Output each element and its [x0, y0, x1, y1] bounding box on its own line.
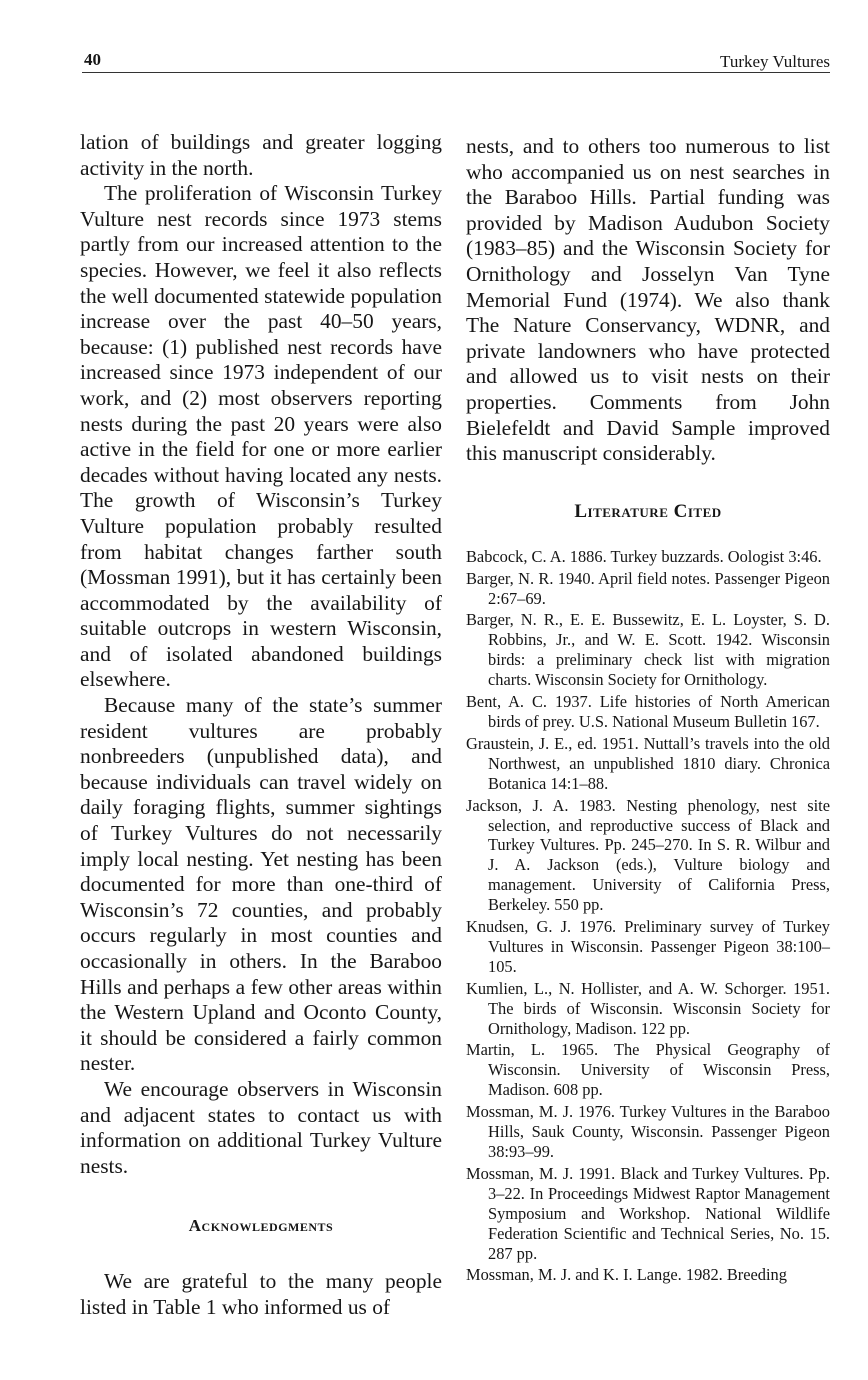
- left-column: [80, 130, 442, 1320]
- acknowledgments-heading: Acknowledgments: [188, 1216, 334, 1236]
- reference-item: Barger, N. R. 1940. April field notes. Passenger Pigeon 2:67–69.: [466, 568, 830, 608]
- running-title: Turkey Vultures: [720, 52, 830, 71]
- reference-item: Mossman, M. J. 1976. Turkey Vultures in the Baraboo Hills, Sauk County, Wisconsin. Passenger Pigeon 38:93–99.: [466, 1102, 830, 1161]
- reference-item: Martin, L. 1965. The Physical Geography of Wisconsin. University of Wisconsin Press, Madison. 608 pp.: [466, 1040, 830, 1100]
- reference-list: [466, 547, 830, 1286]
- reference-item: Graustein, J. E., ed. 1951. Nuttall’s travels into the old Northwest, an unpublished 1810 diary. Chronica Botanica 14:1–88.: [466, 733, 830, 793]
- reference-item: Jackson, J. A. 1983. Nesting phenology, nest site selection, and reproductive success of Black and Turkey Vultures. Pp. 245–270. In S. R. Wilbur and J. A. Jackson (eds.), Vulture biology and management. University of California Press, Berkeley. 550 pp.: [466, 795, 830, 915]
- literature-cited-heading: Literature Cited: [574, 500, 722, 522]
- body-paragraph: Because many of the state’s summer resident vultures are probably nonbreeders (unpublished data), and because individuals can travel widely on daily foraging flights, summer sightings of Turkey Vultures do not necessarily imply local nesting. Yet nesting has been documented for more than one-third of Wisconsin’s 72 counties, and probably occurs regularly in most counties and occasionally in others. In the Baraboo Hills and perhaps a few other areas within the Western Upland and Oconto County, it should be considered a fairly common nester.: [80, 693, 442, 1076]
- body-paragraph: The proliferation of Wisconsin Turkey Vulture nest records since 1973 stems partly from our increased attention to the species. However, we feel it also reflects the well documented statewide population increase over the past 40–50 years, because: (1) published nest records have increased since 1973 independent of our work, and (2) most observers reporting nests during the past 20 years were also active in the field for one or more earlier decades without having located any nests. The growth of Wisconsin’s Turkey Vulture population probably resulted from habitat changes farther south (Mossman 1991), but it has certainly been accommodated by the availability of suitable outcrops in western Wisconsin, and of isolated abandoned buildings elsewhere.: [80, 181, 442, 692]
- page-header: [82, 50, 830, 73]
- reference-item: Mossman, M. J. and K. I. Lange. 1982. Breeding: [466, 1265, 787, 1285]
- acknowledgments-continuation: nests, and to others too numerous to list who accompanied us on nest searches in the Baraboo Hills. Partial funding was provided by Madison Audubon Society (1983–85) and the Wisconsin Society for Ornithology and Josselyn Van Tyne Memorial Fund (1974). We also thank The Nature Conservancy, WDNR, and private landowners who have protected and allowed us to visit nests on their properties. Comments from John Bielefeldt and David Sample improved this manuscript considerably.: [466, 134, 830, 466]
- right-column: [466, 134, 830, 1287]
- body-paragraph: We encourage observers in Wisconsin and adjacent states to contact us with information on additional Turkey Vulture nests.: [80, 1076, 442, 1178]
- reference-item: Bent, A. C. 1937. Life histories of North American birds of prey. U.S. National Museum Bulletin 167.: [466, 692, 830, 731]
- page-number: 40: [84, 50, 101, 69]
- body-paragraph: lation of buildings and greater logging activity in the north.: [80, 130, 442, 180]
- reference-item: Kumlien, L., N. Hollister, and A. W. Schorger. 1951. The birds of Wisconsin. Wisconsin Society for Ornithology, Madison. 122 pp.: [466, 978, 830, 1038]
- reference-item: Babcock, C. A. 1886. Turkey buzzards. Oologist 3:46.: [466, 546, 822, 566]
- reference-item: Knudsen, G. J. 1976. Preliminary survey of Turkey Vultures in Wisconsin. Passenger Pigeon 38:100–105.: [466, 917, 830, 976]
- acknowledgments-paragraph: We are grateful to the many people listed in Table 1 who informed us of: [80, 1268, 442, 1319]
- reference-item: Barger, N. R., E. E. Bussewitz, E. L. Loyster, S. D. Robbins, Jr., and W. E. Scott. 1942. Wisconsin birds: a preliminary check list with migration charts. Wisconsin Society for Ornithology.: [466, 610, 830, 690]
- reference-item: Mossman, M. J. 1991. Black and Turkey Vultures. Pp. 3–22. In Proceedings Midwest Raptor Management Symposium and Workshop. National Wildlife Federation Scientific and Technical Series, No. 15. 287 pp.: [466, 1163, 830, 1263]
